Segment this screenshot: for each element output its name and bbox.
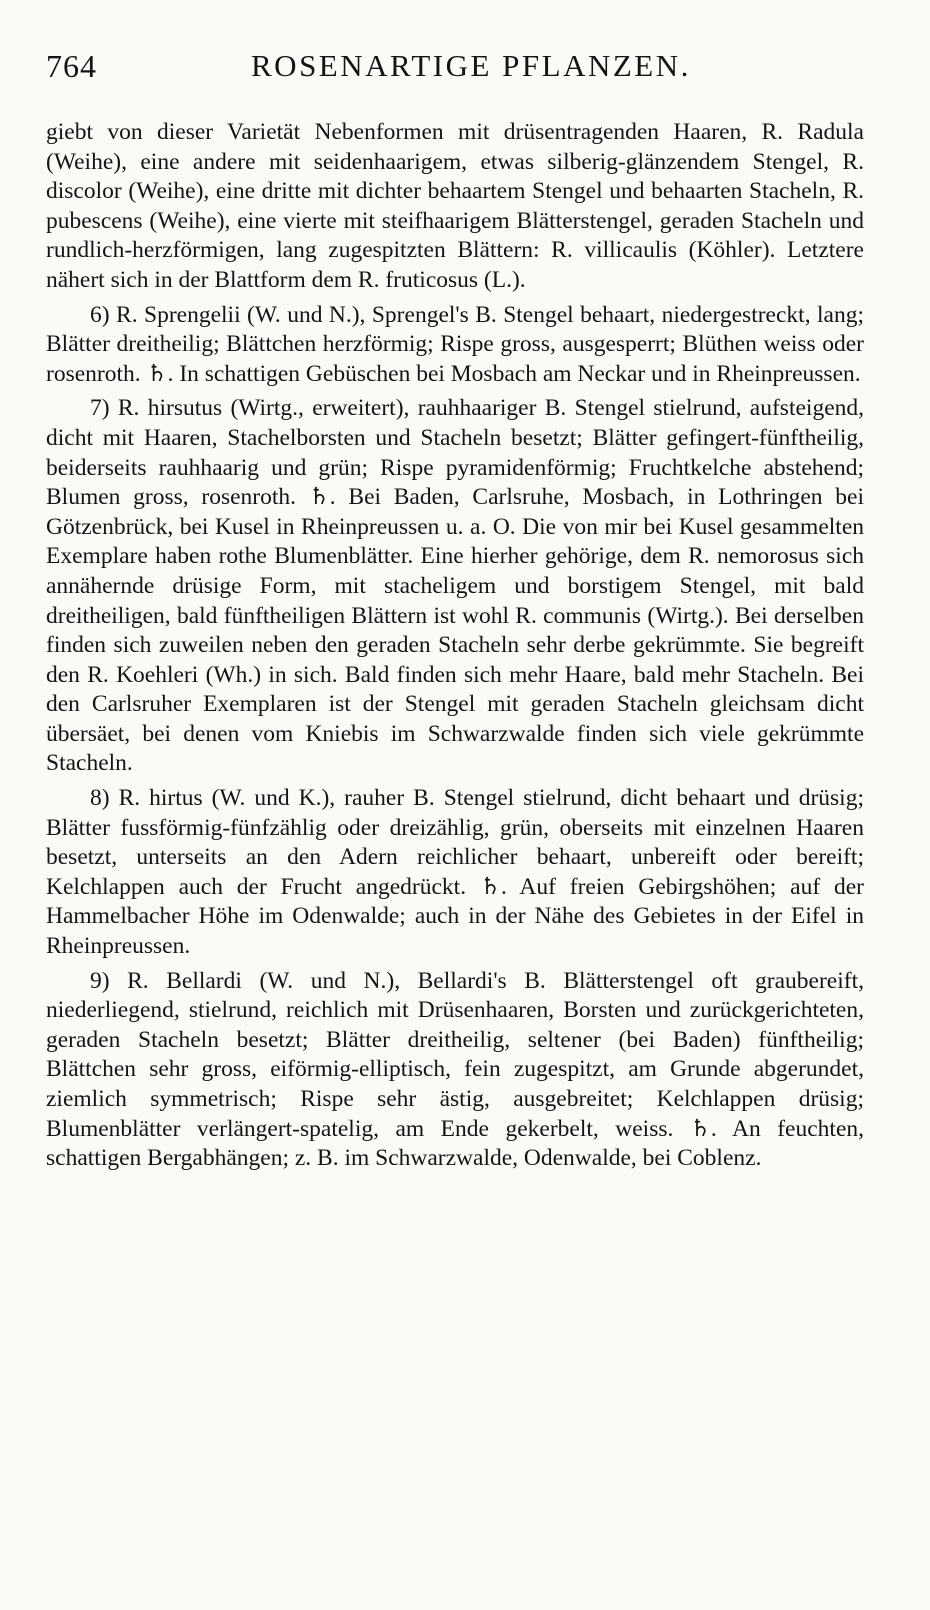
paragraph-species-9: 9) R. Bellardi (W. und N.), Bellardi's B. Blätterstengel oft graubereift, niederliegend, stielrund, reichlich mit Drüsenhaaren, Borsten und zurückgerichteten, geraden Stacheln besetzt; Blätter dreitheilig, seltener (bei Baden) fünftheilig; Blättchen sehr gross, eiförmig-elliptisch, fein zugespitzt, am Grunde abgerundet, ziemlich symmetrisch; Rispe sehr ästig, ausgebreitet; Kelchlappen drüsig; Blumenblätter verlängert-spatelig, am Ende gekerbelt, weiss. ♄. An feuchten, schattigen Bergabhängen; z. B. im Schwarzwalde, Odenwalde, bei Coblenz. (46, 967, 864, 1172)
body-text (46, 118, 864, 1174)
paragraph-species-6: 6) R. Sprengelii (W. und N.), Sprengel's B. Stengel behaart, niedergestreckt, lang; Blätter dreitheilig; Blättchen herzförmig; Rispe gross, ausgesperrt; Blüthen weiss oder rosenroth. ♄. In schattigen Gebüschen bei Mosbach am Neckar und in Rheinpreussen. (46, 301, 864, 387)
paragraph-species-7: 7) R. hirsutus (Wirtg., erweitert), rauhhaariger B. Stengel stielrund, aufsteigend, dicht mit Haaren, Stachelborsten und Stacheln besetzt; Blätter gefingert-fünftheilig, beiderseits rauhhaarig und grün; Rispe pyramidenförmig; Fruchtkelche abstehend; Blumen gross, rosenroth. ♄. Bei Baden, Carlsruhe, Mosbach, in Lothringen bei Götzenbrück, bei Kusel in Rheinpreussen u. a. O. Die von mir bei Kusel gesammelten Exemplare haben rothe Blumenblätter. Eine hierher gehörige, dem R. nemorosus sich annähernde drüsige Form, mit stacheligem und borstigem Stengel, mit bald dreitheiligen, bald fünftheiligen Blättern ist wohl R. communis (Wirtg.). Bei derselben finden sich zuweilen neben den geraden Stacheln sehr derbe gekrümmte. Sie begreift den R. Koehleri (Wh.) in sich. Bald finden sich mehr Haare, bald mehr Stacheln. Bei den Carlsruher Exemplaren ist der Stengel mit geraden Stacheln gleichsam dicht übersäet, bei denen vom Kniebis im Schwarzwalde finden sich viele gekrümmte Stacheln. (46, 395, 864, 777)
paragraph-species-8: 8) R. hirtus (W. und K.), rauher B. Stengel stielrund, dicht behaart und drüsig; Blätter fussförmig-fünfzählig oder dreizählig, grün, oberseits mit einzelnen Haaren besetzt, unterseits an den Adern reichlicher behaart, unbereift oder bereift; Kelchlappen auch der Frucht angedrückt. ♄. Auf freien Gebirgshöhen; auf der Hammelbacher Höhe im Odenwalde; auch in der Nähe des Gebietes in der Eifel in Rheinpreussen. (46, 785, 864, 960)
page-number: 764 (46, 48, 97, 84)
running-title: ROSENARTIGE PFLANZEN. (251, 48, 691, 83)
page-header (46, 48, 886, 88)
paragraph-continuation: giebt von dieser Varietät Nebenformen mit drüsentragenden Haaren, R. Radula (Weihe), eine andere mit seidenhaarigem, etwas silberig-glänzendem Stengel, R. discolor (Weihe), eine dritte mit dichter behaartem Stengel und behaarten Stacheln, R. pubescens (Weihe), eine vierte mit steifhaarigem Blätterstengel, geraden Stacheln und rundlich-herzförmigen, lang zugespitzten Blättern: R. villicaulis (Köhler). Letztere nähert sich in der Blattform dem R. fruticosus (L.). (46, 119, 864, 293)
